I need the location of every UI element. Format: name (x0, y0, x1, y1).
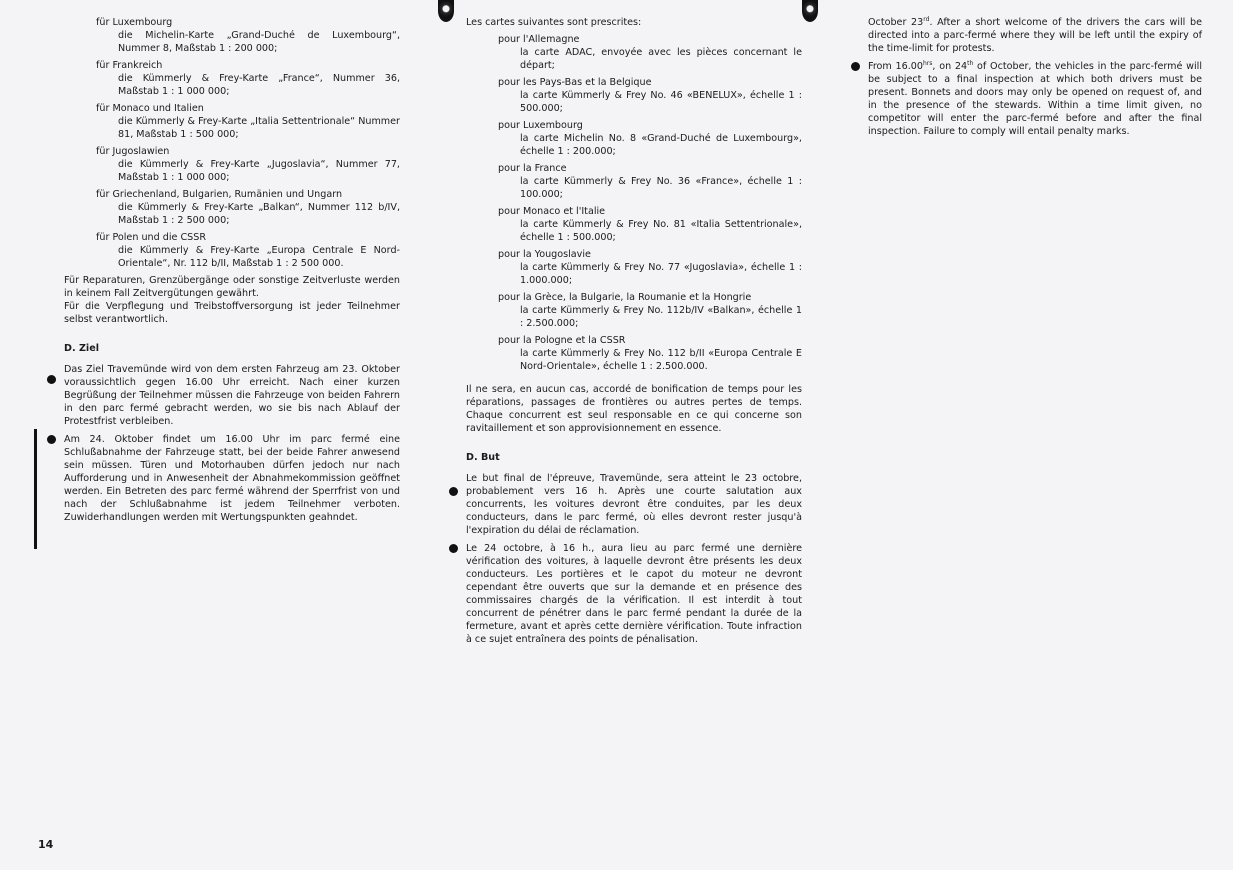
ordinal-suffix: rd (923, 15, 930, 23)
map-description: la carte ADAC, envoyée avec les pièces concernant le départ; (520, 47, 802, 71)
finish-paragraph (466, 472, 802, 537)
map-description: die Kümmerly & Frey-Karte „Balkan“, Nummer 112 b/IV, Maßstab 1 : 2 500 000; (118, 202, 400, 226)
bullet-icon (449, 487, 458, 496)
maps-intro: Les cartes suivantes sont prescrites: (466, 17, 642, 28)
finish-paragraph (64, 363, 400, 428)
map-country: pour la France (498, 163, 567, 174)
map-country: für Monaco und Italien (96, 103, 204, 114)
map-description: la carte Kümmerly & Frey No. 112 b/II «Europa Centrale E Nord-Orientale», échelle 1 : 2.500.000. (520, 348, 802, 372)
map-description: die Michelin-Karte „Grand-Duché de Luxembourg“, Nummer 8, Maßstab 1 : 200 000; (118, 30, 400, 54)
map-country: pour la Yougoslavie (498, 249, 591, 260)
map-description: die Kümmerly & Frey-Karte „Jugoslavia“, Nummer 77, Maßstab 1 : 1 000 000; (118, 159, 400, 183)
german-column (64, 16, 400, 529)
punch-hole (802, 0, 818, 22)
map-entry (466, 205, 802, 244)
section-heading: D. Ziel (64, 343, 99, 354)
map-entry (466, 76, 802, 115)
ordinal-suffix: th (967, 59, 974, 67)
map-country: pour l'Allemagne (498, 34, 580, 45)
inspection-text-start: From 16.00 (868, 61, 923, 72)
bullet-icon (47, 375, 56, 384)
map-description: la carte Kümmerly & Frey No. 81 «Italia Settentrionale», échelle 1 : 500.000; (520, 219, 802, 243)
repairs-paragraph: Für Reparaturen, Grenzübergänge oder sonstige Zeitverluste werden in keinem Fall Zeitvergütungen gewährt. (64, 275, 400, 299)
map-entry (466, 248, 802, 287)
map-description: la carte Kümmerly & Frey No. 36 «France», échelle 1 : 100.000; (520, 176, 802, 200)
finish-text-rest: . After a short welcome of the drivers the cars will be directed into a parc-fermé where they will be left until the expiry of the time-limit for protests. (868, 17, 1202, 54)
map-description: la carte Kümmerly & Frey No. 112b/IV «Balkan», échelle 1 : 2.500.000; (520, 305, 802, 329)
map-entry (64, 59, 400, 98)
map-description: die Kümmerly & Frey-Karte „Italia Settentrionale“ Nummer 81, Maßstab 1 : 500 000; (118, 116, 400, 140)
map-entry (64, 16, 400, 55)
map-description: die Kümmerly & Frey-Karte „Europa Centrale E Nord-Orientale“, Nr. 112 b/II, Maßstab 1 : 2 500 000. (118, 245, 400, 269)
map-country: für Jugoslawien (96, 146, 170, 157)
map-entry (466, 33, 802, 72)
map-country: für Griechenland, Bulgarien, Rumänien und Ungarn (96, 189, 343, 200)
map-country: pour Luxembourg (498, 120, 583, 131)
bonus-paragraph: Il ne sera, en aucun cas, accordé de bonification de temps pour les réparations, passages de frontières ou autres pertes de temps. Chaque concurrent est seul responsable en ce qui concerne son ravitaillement et son approvisionnement en essence. (466, 384, 802, 434)
map-country: pour Monaco et l'Italie (498, 206, 606, 217)
inspection-text-mid: , on 24 (932, 61, 968, 72)
map-country: für Polen und die CSSR (96, 232, 207, 243)
map-entry (466, 119, 802, 158)
map-country: für Luxembourg (96, 17, 173, 28)
inspection-text: Am 24. Oktober findet um 16.00 Uhr im parc fermé eine Schlußabnahme der Fahrzeuge statt, bei der beide Fahrer anwesend sein müssen. Türen und Motorhauben dürfen jedoch nur nach Aufforderung und in Anwesenheit der Abnahmekommission geöffnet werden. Ein Betreten des parc fermé während der Sperrfrist von und nach der Schlußabnahme ist jedem Teilnehmer verboten. Zuwiderhandlungen werden mit Wertungspunkten geahndet. (64, 434, 400, 523)
map-description: die Kümmerly & Frey-Karte „France“, Nummer 36, Maßstab 1 : 1 000 000; (118, 73, 400, 97)
map-entry (64, 188, 400, 227)
finish-text-start: October 23 (868, 17, 924, 28)
finish-text: Das Ziel Travemünde wird von dem ersten Fahrzeug am 23. Oktober voraussichtlich gegen 16.00 Uhr erreicht. Nach einer kurzen Begrüßung der Teilnehmer müssen die Fahrzeuge von beiden Fahrern in den parc fermé gebracht werden, wo sie bis nach Ablauf der Protestfrist verbleiben. (64, 364, 400, 427)
inspection-text: Le 24 octobre, à 16 h., aura lieu au parc fermé une dernière vérification des voitures, à laquelle devront être présents les deux conducteurs. Les portières et le capot du moteur ne devront cependant être ouverts que sur la demande et en présence des commissaires chargés de la vérification. Il est interdit à tout concurrent de pénétrer dans le parc fermé pendant la durée de la fermeture, avant et après cette dernière vérification. Toute infraction à ce sujet entraînera des points de pénalisation. (466, 543, 802, 645)
finish-paragraph (868, 16, 1202, 55)
map-entry (466, 334, 802, 373)
finish-text: Le but final de l'épreuve, Travemünde, sera atteint le 23 octobre, probablement vers 16 h. Après une courte salutation aux concurrents, les voitures devront être conduites, par les deux conducteurs, dans le parc fermé, où elles devront rester jusqu'à l'expiration du délai de réclamation. (466, 473, 802, 536)
page-number: 14 (38, 838, 54, 851)
supply-paragraph: Für die Verpflegung und Treibstoffversorgung ist jeder Teilnehmer selbst verantwortlich. (64, 301, 400, 325)
inspection-text-rest: of October, the vehicles in the parc-fermé will be subject to a final inspection at which both drivers must be present. Bonnets and doors may only be opened on request of, and in the presence of the stewards. Within a time limit given, no competitor will enter the parc-fermé before and after the final inspection. Failure to comply will entail penalty marks. (868, 61, 1202, 137)
map-country: pour la Pologne et la CSSR (498, 335, 626, 346)
map-description: la carte Michelin No. 8 «Grand-Duché de Luxembourg», échelle 1 : 200.000; (520, 133, 802, 157)
map-entry (466, 291, 802, 330)
time-suffix: hrs (923, 59, 933, 67)
english-column (868, 16, 1202, 143)
inspection-paragraph (868, 60, 1202, 138)
map-country: pour les Pays-Bas et la Belgique (498, 77, 652, 88)
map-description: la carte Kümmerly & Frey No. 46 «BENELUX», échelle 1 : 500.000; (520, 90, 802, 114)
map-country: pour la Grèce, la Bulgarie, la Roumanie et la Hongrie (498, 292, 752, 303)
french-column (466, 16, 802, 651)
map-country: für Frankreich (96, 60, 163, 71)
punch-hole (438, 0, 454, 22)
section-heading: D. But (466, 452, 500, 463)
bullet-icon (47, 435, 56, 444)
map-description: la carte Kümmerly & Frey No. 77 «Jugoslavia», échelle 1 : 1.000.000; (520, 262, 802, 286)
change-bar (34, 429, 37, 549)
inspection-paragraph (64, 433, 400, 524)
bullet-icon (851, 62, 860, 71)
map-entry (64, 145, 400, 184)
bullet-icon (449, 544, 458, 553)
map-entry (466, 162, 802, 201)
inspection-paragraph (466, 542, 802, 646)
map-entry (64, 231, 400, 270)
map-entry (64, 102, 400, 141)
